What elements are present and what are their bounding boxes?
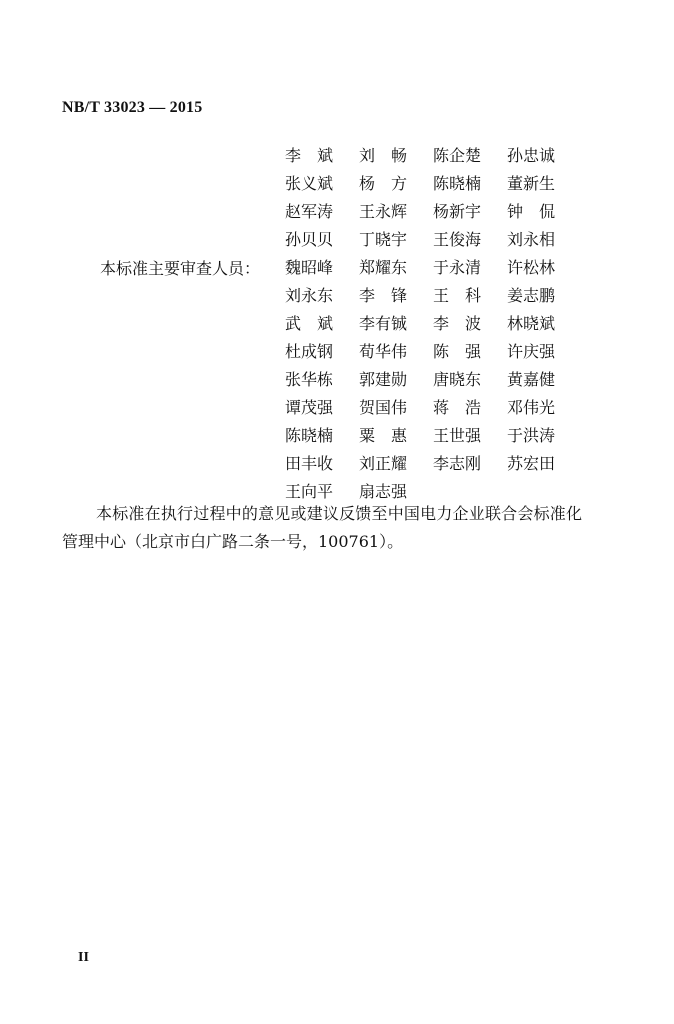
person-name: 陈晓楠 [285,426,334,445]
person-name: 郑耀东 [359,258,408,277]
names-row [285,394,581,422]
person-name: 李有铖 [359,314,408,333]
person-name: 刘永相 [507,230,556,249]
person-name: 许松林 [507,258,556,277]
person-name: 魏昭峰 [285,258,334,277]
person-name: 丁晓宇 [359,230,408,249]
person-name: 李 斌 [285,146,334,165]
person-name: 贺国伟 [359,398,408,417]
person-name: 武 斌 [285,314,334,333]
person-name: 粟 惠 [359,426,408,445]
person-name: 于永清 [433,258,482,277]
names-row [285,254,581,282]
person-name: 唐晓东 [433,370,482,389]
person-name: 刘 畅 [359,146,408,165]
person-name: 王向平 [285,482,334,501]
person-name: 王世强 [433,426,482,445]
person-name: 李 锋 [359,286,408,305]
person-name: 孙贝贝 [285,230,334,249]
person-name: 蒋 浩 [433,398,482,417]
feedback-paragraph: 本标准在执行过程中的意见或建议反馈至中国电力企业联合会标准化管理中心（北京市白广路二条一号，100761）。 [62,504,582,551]
names-row [285,142,581,170]
person-name: 苏宏田 [507,454,556,473]
person-name: 李志刚 [433,454,482,473]
person-name: 荀华伟 [359,342,408,361]
person-name: 董新生 [507,174,556,193]
person-name: 钟 侃 [507,202,556,221]
person-name: 许庆强 [507,342,556,361]
names-row [285,226,581,254]
person-name: 王俊海 [433,230,482,249]
person-name: 李 波 [433,314,482,333]
person-name: 于洪涛 [507,426,556,445]
person-name: 陈 强 [433,342,482,361]
person-name: 张华栋 [285,370,334,389]
person-name: 田丰收 [285,454,334,473]
reviewers-label: 本标准主要审查人员： [100,259,261,278]
names-row [285,198,581,226]
person-name: 谭茂强 [285,398,334,417]
person-name: 王永辉 [359,202,408,221]
standard-code: NB/T 33023 — 2015 [62,99,203,116]
person-name: 孙忠诚 [507,146,556,165]
names-row [285,282,581,310]
person-name: 杨新宇 [433,202,482,221]
person-name: 王 科 [433,286,482,305]
person-name: 林晓斌 [507,314,556,333]
names-row [285,450,581,478]
names-list [285,142,581,506]
names-row [285,366,581,394]
person-name: 杜成钢 [285,342,334,361]
person-name: 刘永东 [285,286,334,305]
names-row [285,338,581,366]
person-name: 邓伟光 [507,398,556,417]
names-row [285,170,581,198]
person-name: 赵军涛 [285,202,334,221]
person-name: 郭建勋 [359,370,408,389]
person-name: 扇志强 [359,482,408,501]
person-name: 刘正耀 [359,454,408,473]
page-number: II [78,950,89,965]
person-name: 陈企楚 [433,146,482,165]
person-name: 杨 方 [359,174,408,193]
person-name: 张义斌 [285,174,334,193]
person-name: 陈晓楠 [433,174,482,193]
names-row [285,422,581,450]
names-row [285,310,581,338]
person-name: 姜志鹏 [507,286,556,305]
person-name: 黄嘉健 [507,370,556,389]
